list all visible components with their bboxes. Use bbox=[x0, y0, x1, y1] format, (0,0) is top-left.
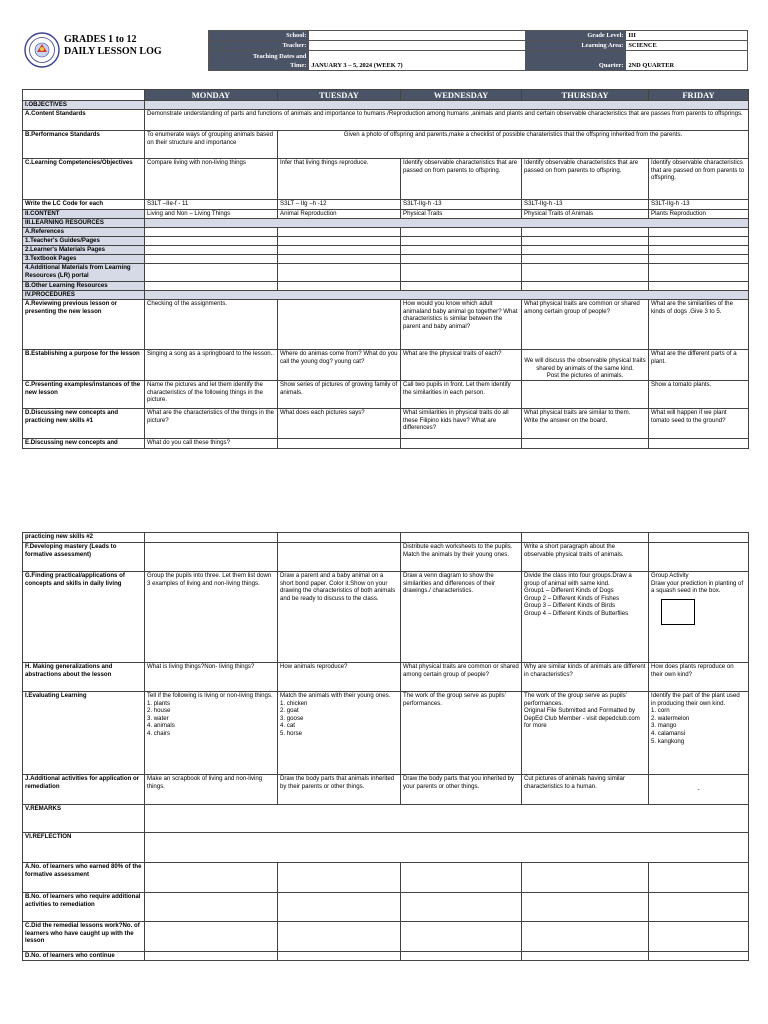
establishing-wednesday: What are the physical traits of each? bbox=[401, 350, 522, 381]
lc-code-monday: S3LT –IIe-f - 11 bbox=[145, 200, 278, 210]
cell bbox=[649, 264, 749, 282]
competency-thursday: Identify observable characteristics that are passed on from parents to offspring. bbox=[522, 159, 649, 200]
competency-wednesday: Identify observable characteristics that are passed on from parents to offspring. bbox=[401, 159, 522, 200]
dates-label bbox=[209, 51, 309, 71]
day-header-friday: FRIDAY bbox=[649, 90, 749, 101]
corner-cell bbox=[23, 90, 145, 101]
cell bbox=[145, 255, 278, 264]
lesson-grid-page-2 bbox=[22, 532, 749, 961]
generalization-tuesday: How animals reproduce? bbox=[278, 663, 401, 692]
row-label-evaluating: I.Evaluating Learning bbox=[23, 692, 145, 775]
deped-seal-logo bbox=[24, 32, 60, 68]
cell bbox=[649, 255, 749, 264]
grade-value: III bbox=[626, 31, 748, 41]
school-label: School: bbox=[209, 31, 309, 41]
row-label-discussing-2-cont: practicing new skills #2 bbox=[23, 533, 145, 543]
row-label-competencies: C.Learning Competencies/Objectives bbox=[23, 159, 145, 200]
finding-monday: Group the pupils into three. Let them list down 3 examples of living and non-living things. bbox=[145, 572, 278, 663]
section-reflection: VI.REFLECTION bbox=[23, 833, 145, 863]
document-title bbox=[64, 34, 162, 58]
cell bbox=[145, 246, 278, 255]
day-header-thursday: THURSDAY bbox=[522, 90, 649, 101]
reviewing-tuesday bbox=[278, 300, 401, 350]
cell bbox=[401, 533, 522, 543]
establishing-friday: What are the different parts of a plant. bbox=[649, 350, 749, 381]
reviewing-friday: What are the similarities of the kinds of dogs .Give 3 to 5. bbox=[649, 300, 749, 350]
day-header-wednesday: WEDNESDAY bbox=[401, 90, 522, 101]
day-header-tuesday: TUESDAY bbox=[278, 90, 401, 101]
cell bbox=[145, 922, 278, 952]
row-label-finding-applications: G.Finding practical/applications of concepts and skills in daily living bbox=[23, 572, 145, 663]
establishing-thursday: We will discuss the observable physical traits shared by animals of the same kind. Post the pictures of animals. bbox=[522, 350, 649, 381]
cell bbox=[145, 282, 278, 291]
cell bbox=[649, 237, 749, 246]
discussing2-wednesday bbox=[401, 439, 522, 449]
content-tuesday: Animal Reproduction bbox=[278, 210, 401, 219]
lesson-log-header bbox=[22, 30, 748, 72]
additional-wednesday: Draw the body parts that you inherited by your parents or other things. bbox=[401, 775, 522, 805]
content-monday: Living and Non – Living Things bbox=[145, 210, 278, 219]
cell bbox=[401, 228, 522, 237]
finding-thursday: Divide the class into four groups.Draw a group of animal with same kind. Group1 – Different Kinds of Dogs Group 2 – Different Kinds of Fishes Group 3 – Different Kinds of Birds Group 4 – Different Kinds of Butterflies bbox=[522, 572, 649, 663]
cell bbox=[401, 952, 522, 961]
section-content: II.CONTENT bbox=[23, 210, 145, 219]
dates-value: JANUARY 3 – 5, 2024 (WEEK 7) bbox=[309, 51, 526, 71]
evaluating-tuesday: Match the animals with their young ones. 1. chicken 2. goat 3. goose 4. cat 5. horse bbox=[278, 692, 401, 775]
evaluating-thursday: The work of the group serve as pupils' performances. Original File Submitted and Formatted by DepEd Club Member - visit depedclub.com for more bbox=[522, 692, 649, 775]
cell bbox=[649, 893, 749, 922]
cell bbox=[145, 228, 278, 237]
generalization-wednesday: What physical traits are common or shared among certain group of people? bbox=[401, 663, 522, 692]
section-objectives-fill bbox=[145, 101, 749, 110]
cell bbox=[649, 246, 749, 255]
cell bbox=[401, 893, 522, 922]
row-label-learners-80-percent: A.No. of learners who earned 80% of the formative assessment bbox=[23, 863, 145, 893]
teacher-label: Teacher: bbox=[209, 41, 309, 51]
additional-friday: - bbox=[649, 775, 749, 805]
cell bbox=[401, 863, 522, 893]
cell bbox=[278, 952, 401, 961]
cell bbox=[278, 264, 401, 282]
row-label-remedial-lessons: C.Did the remedial lessons work?No. of learners who have caught up with the lesson bbox=[23, 922, 145, 952]
discussing1-wednesday: What similarities in physical traits do all these Filipino kids have? What are differences? bbox=[401, 409, 522, 439]
cell bbox=[649, 863, 749, 893]
title-line-1: GRADES 1 to 12 bbox=[64, 34, 137, 45]
cell bbox=[278, 228, 401, 237]
quarter-value: 2ND QUARTER bbox=[626, 51, 748, 71]
evaluating-wednesday: The work of the group serve as pupils' performances. bbox=[401, 692, 522, 775]
row-label-learners-continue: D.No. of learners who continue bbox=[23, 952, 145, 961]
finding-wednesday: Draw a venn diagram to show the similarities and differences of their drawings./ characteristics. bbox=[401, 572, 522, 663]
cell bbox=[522, 282, 649, 291]
section-objectives: I.OBJECTIVES bbox=[23, 101, 145, 110]
cell bbox=[649, 922, 749, 952]
presenting-friday: Show a tomato plants. bbox=[649, 381, 749, 409]
section-learning-resources-fill bbox=[145, 219, 749, 228]
row-label-performance-standards: B.Performance Standards bbox=[23, 131, 145, 159]
developing-wednesday: Distribute each worksheets to the pupils. Match the animals by their young ones. bbox=[401, 543, 522, 572]
cell bbox=[278, 863, 401, 893]
cell bbox=[401, 255, 522, 264]
row-label-reviewing: A.Reviewing previous lesson or presenting the new lesson bbox=[23, 300, 145, 350]
cell bbox=[145, 893, 278, 922]
cell bbox=[522, 533, 649, 543]
reflection-cell bbox=[145, 833, 749, 863]
row-label-content-standards: A.Content Standards bbox=[23, 110, 145, 131]
cell bbox=[522, 952, 649, 961]
cell bbox=[522, 922, 649, 952]
discussing1-thursday: What physical traits are similar to them. Write the answer on the board. bbox=[522, 409, 649, 439]
cell bbox=[278, 922, 401, 952]
remarks-cell bbox=[145, 805, 749, 833]
additional-monday: Make an scrapbook of living and non-living things. bbox=[145, 775, 278, 805]
presenting-tuesday: Show series of pictures of growing family of animals. bbox=[278, 381, 401, 409]
additional-tuesday: Draw the body parts that animals inherited by their parents or other things. bbox=[278, 775, 401, 805]
content-thursday: Physical Traits of Animals bbox=[522, 210, 649, 219]
row-label-other-resources: B.Other Learning Resources bbox=[23, 282, 145, 291]
discussing2-thursday bbox=[522, 439, 649, 449]
performance-tue-fri: Given a photo of offspring and parents,make a checklist of possible charateristics that the offspring inherited from the parents. bbox=[278, 131, 749, 159]
row-label-teachers-guides: 1.Teacher's Guides/Pages bbox=[23, 237, 145, 246]
info-table bbox=[208, 30, 748, 71]
discussing1-friday: What will happen if we plant tomato seed to the ground? bbox=[649, 409, 749, 439]
cell bbox=[145, 264, 278, 282]
row-label-discussing-2: E.Discussing new concepts and bbox=[23, 439, 145, 449]
row-label-references: A.References bbox=[23, 228, 145, 237]
grade-label: Grade Level: bbox=[525, 31, 625, 41]
section-procedures: IV.PROCEDURES bbox=[23, 291, 145, 300]
reviewing-wednesday: How would you know which adult animaland baby animal go together? What characteristics is similar between the parent and baby animal? bbox=[401, 300, 522, 350]
content-standards-text: Demonstrate understanding of parts and functions of animals and importance to humans /Reproduction among humans ,animals and plants and certain observable characteristics that are passes from parents to offsprings. bbox=[145, 110, 749, 131]
cell bbox=[649, 282, 749, 291]
cell bbox=[278, 246, 401, 255]
cell bbox=[649, 533, 749, 543]
evaluating-friday: Identify the part of the plant used in producing their own kind. 1. corn 2. watermelon 3. mango 4. calamansi 5. kangkong bbox=[649, 692, 749, 775]
competency-monday: Compare living with non-living things bbox=[145, 159, 278, 200]
generalization-monday: What is living things?Non- living things? bbox=[145, 663, 278, 692]
cell bbox=[649, 228, 749, 237]
discussing1-tuesday: What does each pictures says? bbox=[278, 409, 401, 439]
row-label-discussing-1: D.Discussing new concepts and practicing new skills #1 bbox=[23, 409, 145, 439]
dates-label-line-1: Teaching Dates and bbox=[252, 52, 307, 60]
cell bbox=[401, 282, 522, 291]
dates-label-line-2: Time: bbox=[290, 61, 307, 69]
section-remarks: V.REMARKS bbox=[23, 805, 145, 833]
cell bbox=[522, 246, 649, 255]
prediction-drawing-box bbox=[661, 599, 695, 625]
cell bbox=[522, 264, 649, 282]
cell bbox=[401, 922, 522, 952]
cell bbox=[145, 863, 278, 893]
row-label-textbook-pages: 3.Textbook Pages bbox=[23, 255, 145, 264]
title-line-2: DAILY LESSON LOG bbox=[64, 46, 162, 57]
presenting-monday: Name the pictures and let them identify the characteristics of the following things in the picture. bbox=[145, 381, 278, 409]
developing-friday bbox=[649, 543, 749, 572]
cell bbox=[522, 255, 649, 264]
section-procedures-fill bbox=[145, 291, 749, 300]
cell bbox=[145, 533, 278, 543]
cell bbox=[522, 237, 649, 246]
row-label-learners-remediation: B.No. of learners who require additional activities to remediation bbox=[23, 893, 145, 922]
cell bbox=[145, 952, 278, 961]
cell bbox=[522, 893, 649, 922]
discussing2-monday: What do you call these things? bbox=[145, 439, 278, 449]
generalization-thursday: Why are similar kinds of animals are different in characteristics? bbox=[522, 663, 649, 692]
cell bbox=[401, 237, 522, 246]
developing-monday bbox=[145, 543, 278, 572]
discussing1-monday: What are the characteristics of the things in the picture? bbox=[145, 409, 278, 439]
lc-code-wednesday: S3LT-IIg-h -13 bbox=[401, 200, 522, 210]
row-label-establishing: B.Establishing a purpose for the lesson bbox=[23, 350, 145, 381]
presenting-thursday bbox=[522, 381, 649, 409]
content-wednesday: Physical Traits bbox=[401, 210, 522, 219]
lc-code-thursday: S3LT-IIg-h -13 bbox=[522, 200, 649, 210]
cell bbox=[278, 255, 401, 264]
cell bbox=[278, 282, 401, 291]
developing-tuesday bbox=[278, 543, 401, 572]
cell bbox=[522, 863, 649, 893]
quarter-label: Quarter: bbox=[525, 51, 625, 71]
finding-friday-cell bbox=[649, 572, 749, 663]
evaluating-monday: Tell if the following is living or non-living things. 1. plants 2. house 3. water 4. animals 4. chairs bbox=[145, 692, 278, 775]
establishing-tuesday: Where do animas come from? What do you call the young dog? young cat? bbox=[278, 350, 401, 381]
cell bbox=[522, 228, 649, 237]
row-label-additional-materials: 4.Additional Materials from Learning Resources (LR) portal bbox=[23, 264, 145, 282]
area-label: Learning Area: bbox=[525, 41, 625, 51]
discussing2-tuesday bbox=[278, 439, 401, 449]
row-label-learners-materials: 2.Learner's Materials Pages bbox=[23, 246, 145, 255]
row-label-additional-activities: J.Additional activities for application or remediation bbox=[23, 775, 145, 805]
cell bbox=[278, 533, 401, 543]
cell bbox=[278, 237, 401, 246]
teacher-value bbox=[309, 41, 526, 51]
lc-code-friday: S3LT-IIg-h -13 bbox=[649, 200, 749, 210]
section-learning-resources: III.LEARNING RESOURCES bbox=[23, 219, 145, 228]
presenting-wednesday: Call two pupils in front. Let them identify the similarities in each person. bbox=[401, 381, 522, 409]
lesson-grid-page-1 bbox=[22, 89, 749, 449]
area-value: SCIENCE bbox=[626, 41, 748, 51]
performance-monday: To enumerate ways of grouping animals based on their structure and importance bbox=[145, 131, 278, 159]
row-label-lc-code: Write the LC Code for each bbox=[23, 200, 145, 210]
competency-friday: Identify observable characteristics that are passed on from parents to offspring. bbox=[649, 159, 749, 200]
lc-code-tuesday: S3LT – IIg –h -12 bbox=[278, 200, 401, 210]
establishing-monday: Singing a song as a springboard to the lesson.. bbox=[145, 350, 278, 381]
school-value bbox=[309, 31, 526, 41]
reviewing-monday: Checking of the assignments. bbox=[145, 300, 278, 350]
row-label-presenting: C.Presenting examples/instances of the new lesson bbox=[23, 381, 145, 409]
cell bbox=[401, 246, 522, 255]
reviewing-thursday: What physical traits are common or shared among certain group of people? bbox=[522, 300, 649, 350]
row-label-generalizations: H. Making generalizations and abstractions about the lesson bbox=[23, 663, 145, 692]
finding-tuesday: Draw a parent and a baby animal on a short bond paper. Color it.Show on your drawing the characteristics of both animals and be ready to discuss to the class. bbox=[278, 572, 401, 663]
cell bbox=[401, 264, 522, 282]
generalization-friday: How does plants reproduce on their own kind? bbox=[649, 663, 749, 692]
row-label-developing-mastery: F.Developing mastery (Leads to formative assessment) bbox=[23, 543, 145, 572]
additional-thursday: Cut pictures of animals having similar characteristics to a human. bbox=[522, 775, 649, 805]
cell bbox=[278, 893, 401, 922]
finding-friday: Group Activity Draw your prediction in planting of a squash seed in the box. bbox=[651, 572, 744, 595]
day-header-monday: MONDAY bbox=[145, 90, 278, 101]
content-friday: Plants Reproduction bbox=[649, 210, 749, 219]
discussing2-friday bbox=[649, 439, 749, 449]
cell bbox=[145, 237, 278, 246]
developing-thursday: Write a short paragraph about the observable physical traits of animals. bbox=[522, 543, 649, 572]
cell bbox=[649, 952, 749, 961]
competency-tuesday: Infer that living things reproduce. bbox=[278, 159, 401, 200]
